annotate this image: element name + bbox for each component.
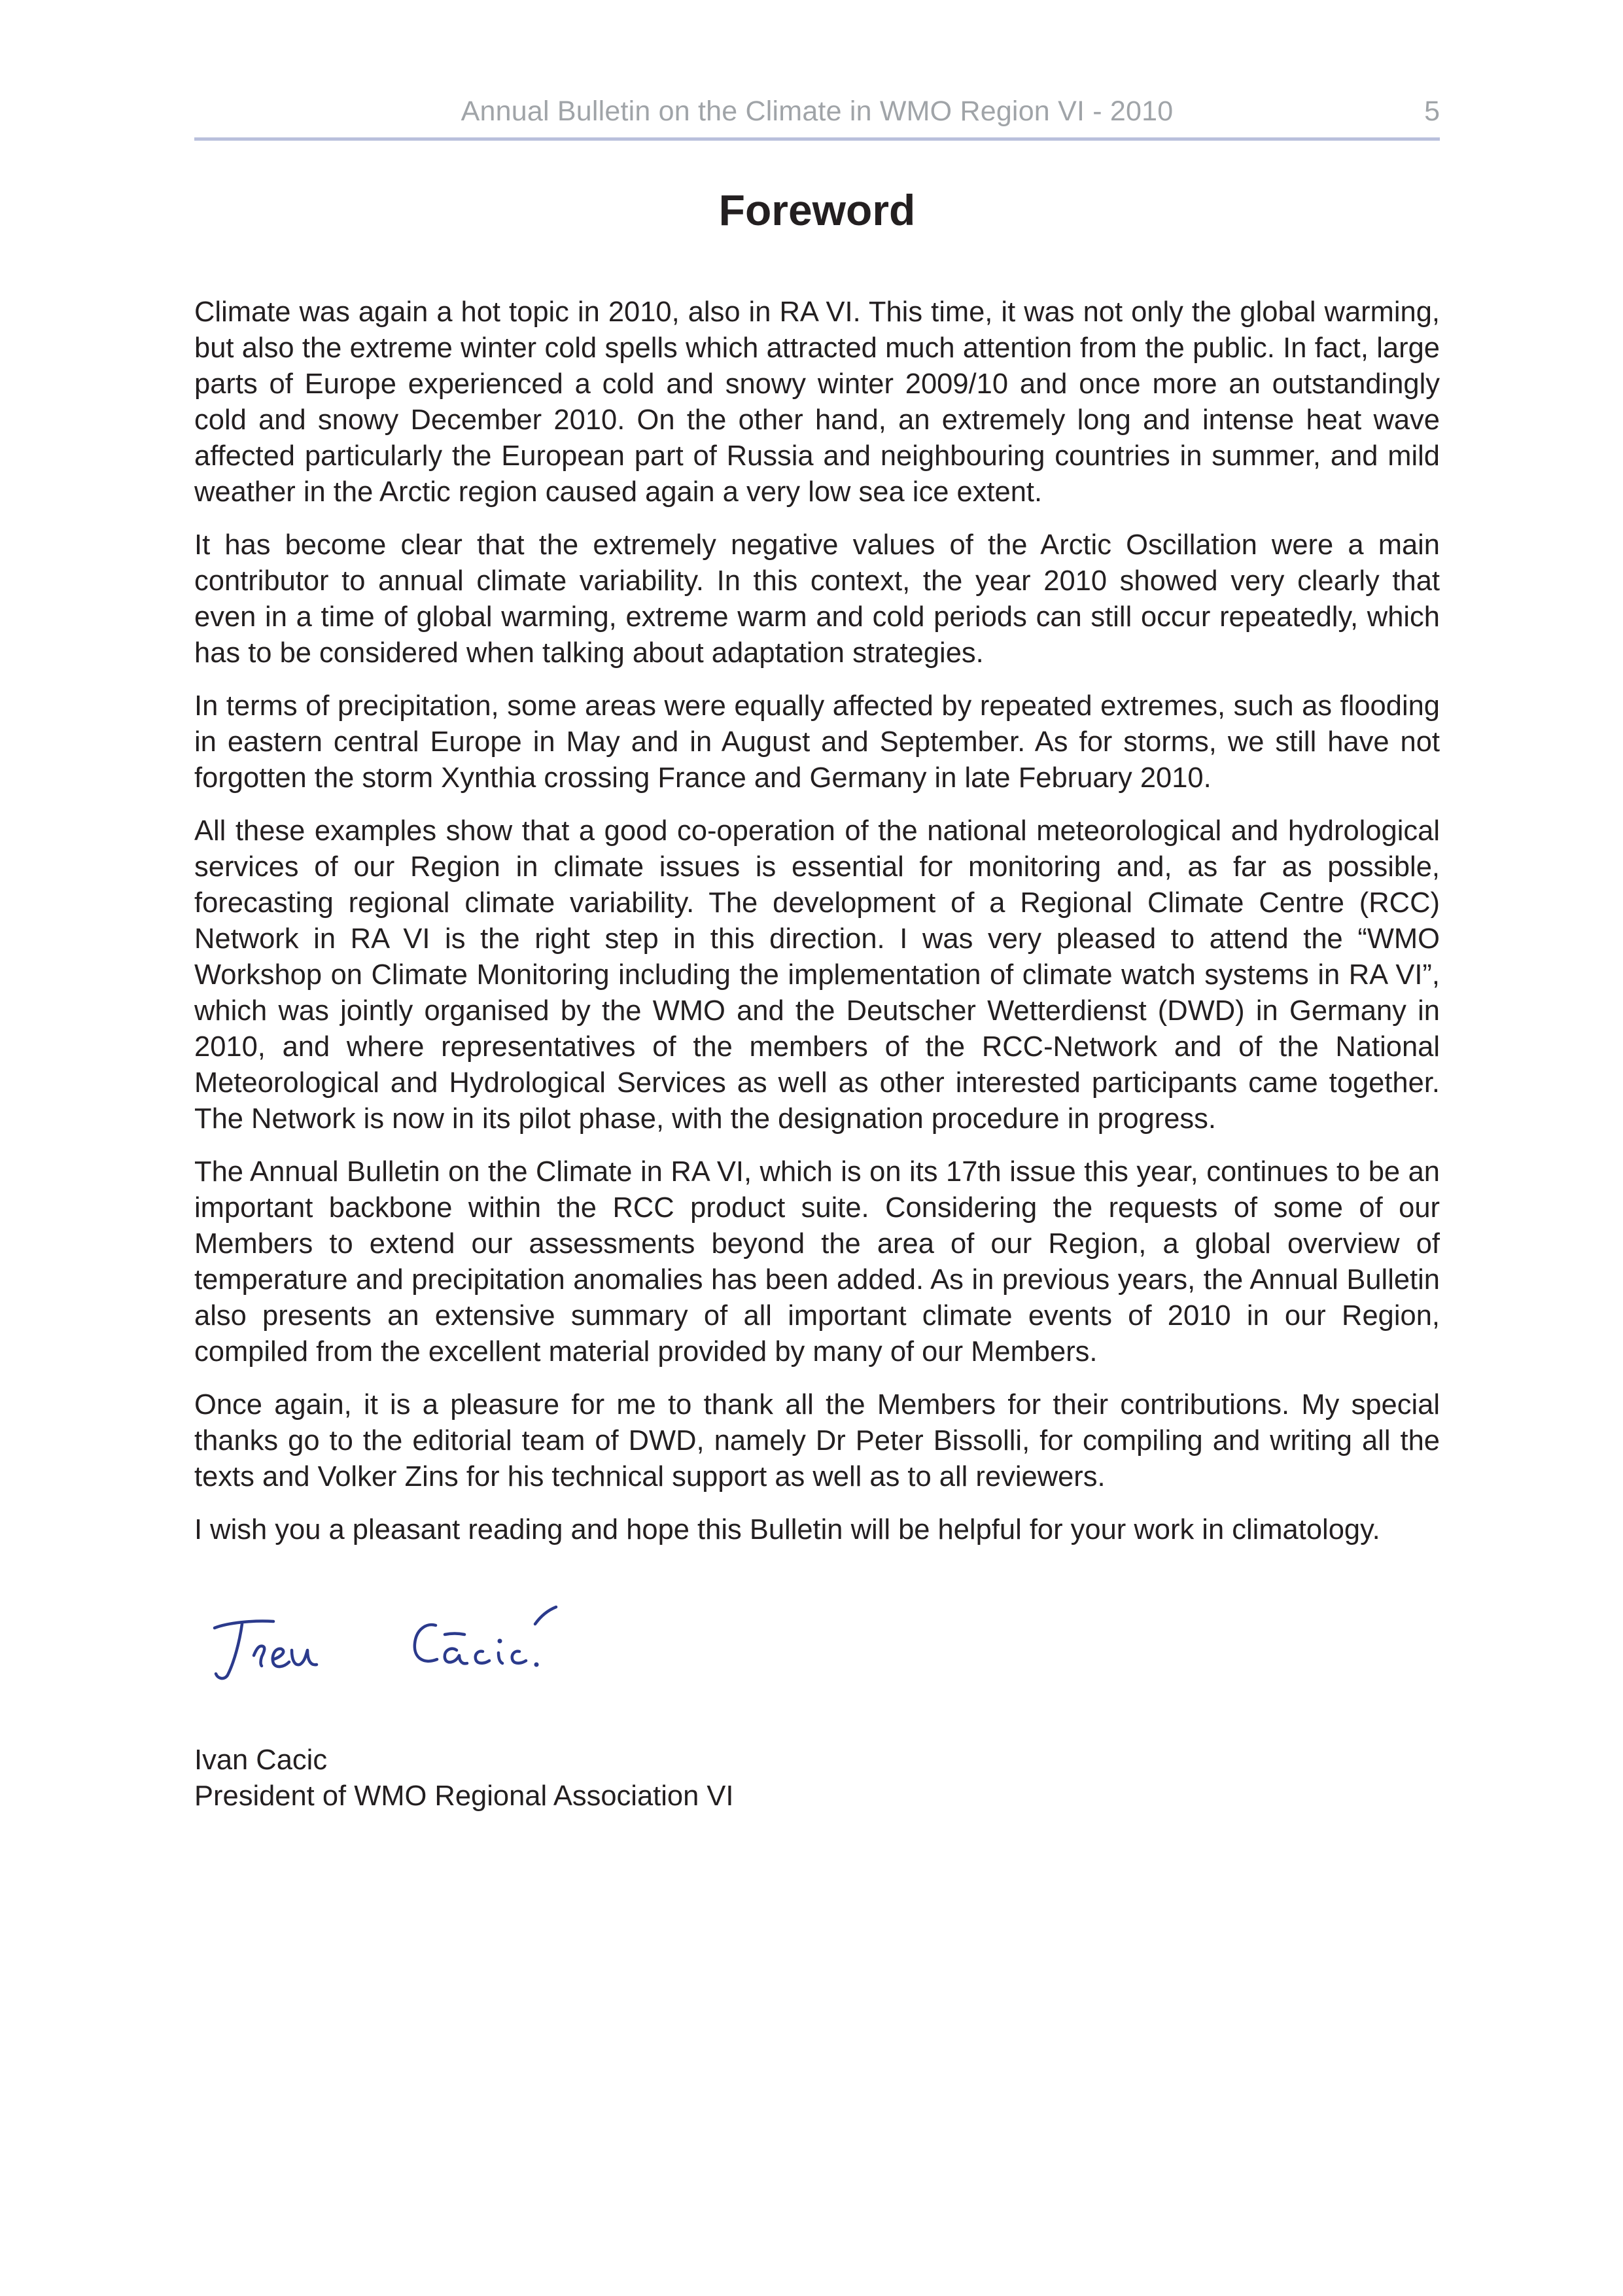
paragraph: I wish you a pleasant reading and hope this Bulletin will be helpful for your work in climatology.	[194, 1514, 1380, 1545]
paragraph: Climate was again a hot topic in 2010, also in RA VI. This time, it was not only the global warming, but also the extreme winter cold spells which attracted much attention from the public. In fact, large parts of Europe experienced a cold and snowy winter 2009/10 and once more an outstandingly cold and snowy December 2010. On the other hand, an extremely long and intense heat wave affected particularly the European part of Russia and neighbouring countries in summer, and mild weather in the Arctic region caused again a very low sea ice extent.	[194, 296, 1440, 508]
foreword-body	[194, 294, 1440, 1565]
paragraph: All these examples show that a good co-operation of the national meteorological and hydrological services of our Region in climate issues is essential for monitoring and, as far as possible, forecasting regional climate variability. The development of a Regional Climate Centre (RCC) Network in RA VI is the right step in this direction. I was very pleased to attend the “WMO Workshop on Climate Monitoring including the implementation of climate watch systems in RA VI”, which was jointly organised by the WMO and the Deutscher Wetterdienst (DWD) in Germany in 2010, and where representatives of the members of the RCC-Network and of the National Meteorological and Hydrological Services as well as other interested participants came together. The Network is now in its pilot phase, with the designation procedure in progress.	[194, 815, 1440, 1135]
header-title: Annual Bulletin on the Climate in WMO Region VI - 2010	[461, 96, 1174, 127]
paragraph: It has become clear that the extremely negative values of the Arctic Oscillation were a main contributor to annual climate variability. In this context, the year 2010 showed very clearly that even in a time of global warming, extreme warm and cold periods can still occur repeatedly, which has to be considered when talking about adaptation strategies.	[194, 529, 1440, 669]
page-title: Foreword	[718, 186, 916, 234]
paragraph: The Annual Bulletin on the Climate in RA VI, which is on its 17th issue this year, continues to be an important backbone within the RCC product suite. Considering the requests of some of our Members to extend our assessments beyond the area of our Region, a global overview of temperature and precipitation anomalies has been added. As in previous years, the Annual Bulletin also presents an extensive summary of all important climate events of 2010 in our Region, compiled from the excellent material provided by many of our Members.	[194, 1156, 1440, 1368]
signatory-block	[194, 1742, 733, 1814]
signatory-role: President of WMO Regional Association VI	[194, 1780, 734, 1812]
handwritten-signature	[208, 1597, 627, 1714]
running-header	[194, 92, 1440, 141]
page-number: 5	[1424, 96, 1440, 127]
paragraph: Once again, it is a pleasure for me to thank all the Members for their contributions. My special thanks go to the editorial team of DWD, namely Dr Peter Bissolli, for compiling and writing all the texts and Volker Zins for his technical support as well as to all reviewers.	[194, 1389, 1440, 1492]
signatory-name: Ivan Cacic	[194, 1744, 328, 1776]
paragraph: In terms of precipitation, some areas were equally affected by repeated extremes, such as flooding in eastern central Europe in May and in August and September. As for storms, we still have not forgotten the storm Xynthia crossing France and Germany in late February 2010.	[194, 690, 1440, 794]
